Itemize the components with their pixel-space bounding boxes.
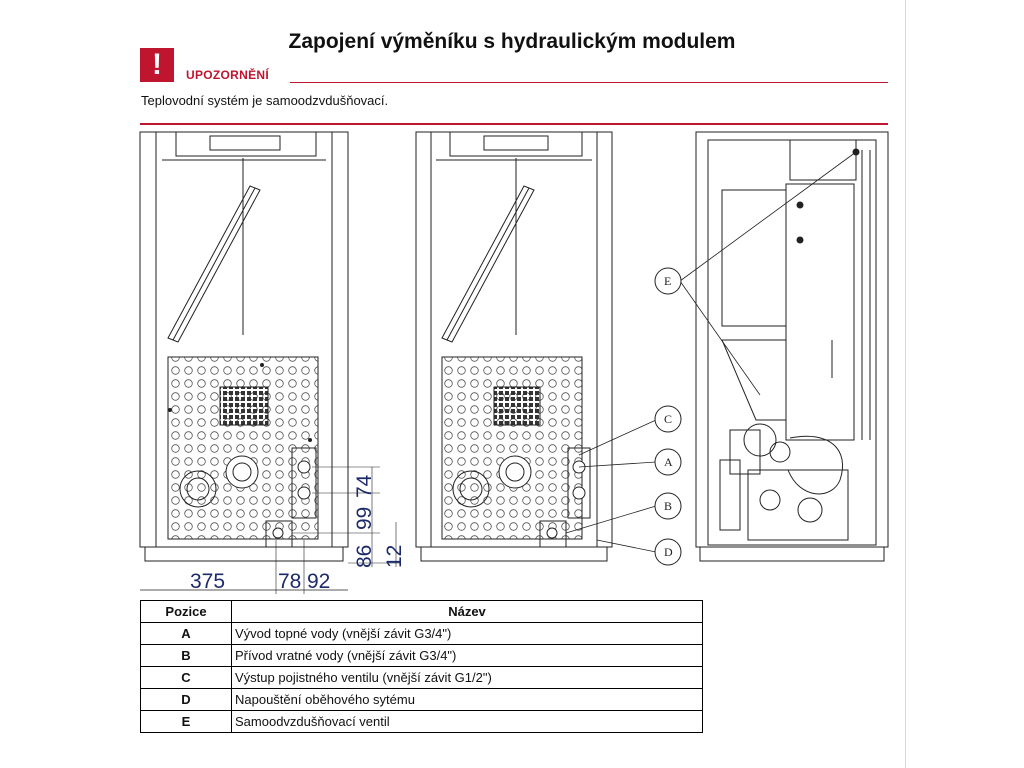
warning-text: Teplovodní systém je samoodzvdušňovací.: [141, 93, 389, 108]
dimension-375: 375: [190, 570, 226, 593]
dimension-74: 74: [353, 474, 376, 498]
callout-e: E: [664, 274, 672, 288]
warning-label: UPOZORNĚNÍ: [186, 68, 270, 82]
row-name: Samoodvzdušňovací ventil: [232, 711, 703, 733]
dimension-86: 86: [353, 544, 376, 568]
row-name: Výstup pojistného ventilu (vnější závit G1/2"): [232, 667, 703, 689]
row-position: A: [141, 623, 232, 645]
table-header-row: [141, 601, 703, 623]
callout-b: B: [664, 499, 673, 513]
dimension-92: 92: [307, 570, 331, 593]
exclamation-icon: !: [140, 48, 174, 82]
table-row: [141, 667, 703, 689]
dimension-12: 12: [383, 544, 406, 568]
callout-d: D: [664, 545, 673, 559]
row-name: Vývod topné vody (vnější závit G3/4"): [232, 623, 703, 645]
row-position: C: [141, 667, 232, 689]
table-row: [141, 623, 703, 645]
table-row: [141, 645, 703, 667]
row-position: B: [141, 645, 232, 667]
row-position: D: [141, 689, 232, 711]
rear-view-callouts: [416, 132, 681, 565]
row-position: E: [141, 711, 232, 733]
side-section-view: [655, 132, 888, 561]
table-row: [141, 689, 703, 711]
header-position: Pozice: [141, 601, 232, 623]
table-row: [141, 711, 703, 733]
header-name: Název: [232, 601, 703, 623]
connections-table: [140, 600, 703, 733]
callout-c: C: [664, 412, 673, 426]
callout-a: A: [664, 455, 673, 469]
row-name: Přívod vratné vody (vnější závit G3/4"): [232, 645, 703, 667]
row-name: Napouštění oběhového sytému: [232, 689, 703, 711]
dimension-99: 99: [353, 506, 376, 530]
page-title: Zapojení výměníku s hydraulickým modulem: [288, 30, 736, 53]
dimension-78: 78: [278, 570, 302, 593]
